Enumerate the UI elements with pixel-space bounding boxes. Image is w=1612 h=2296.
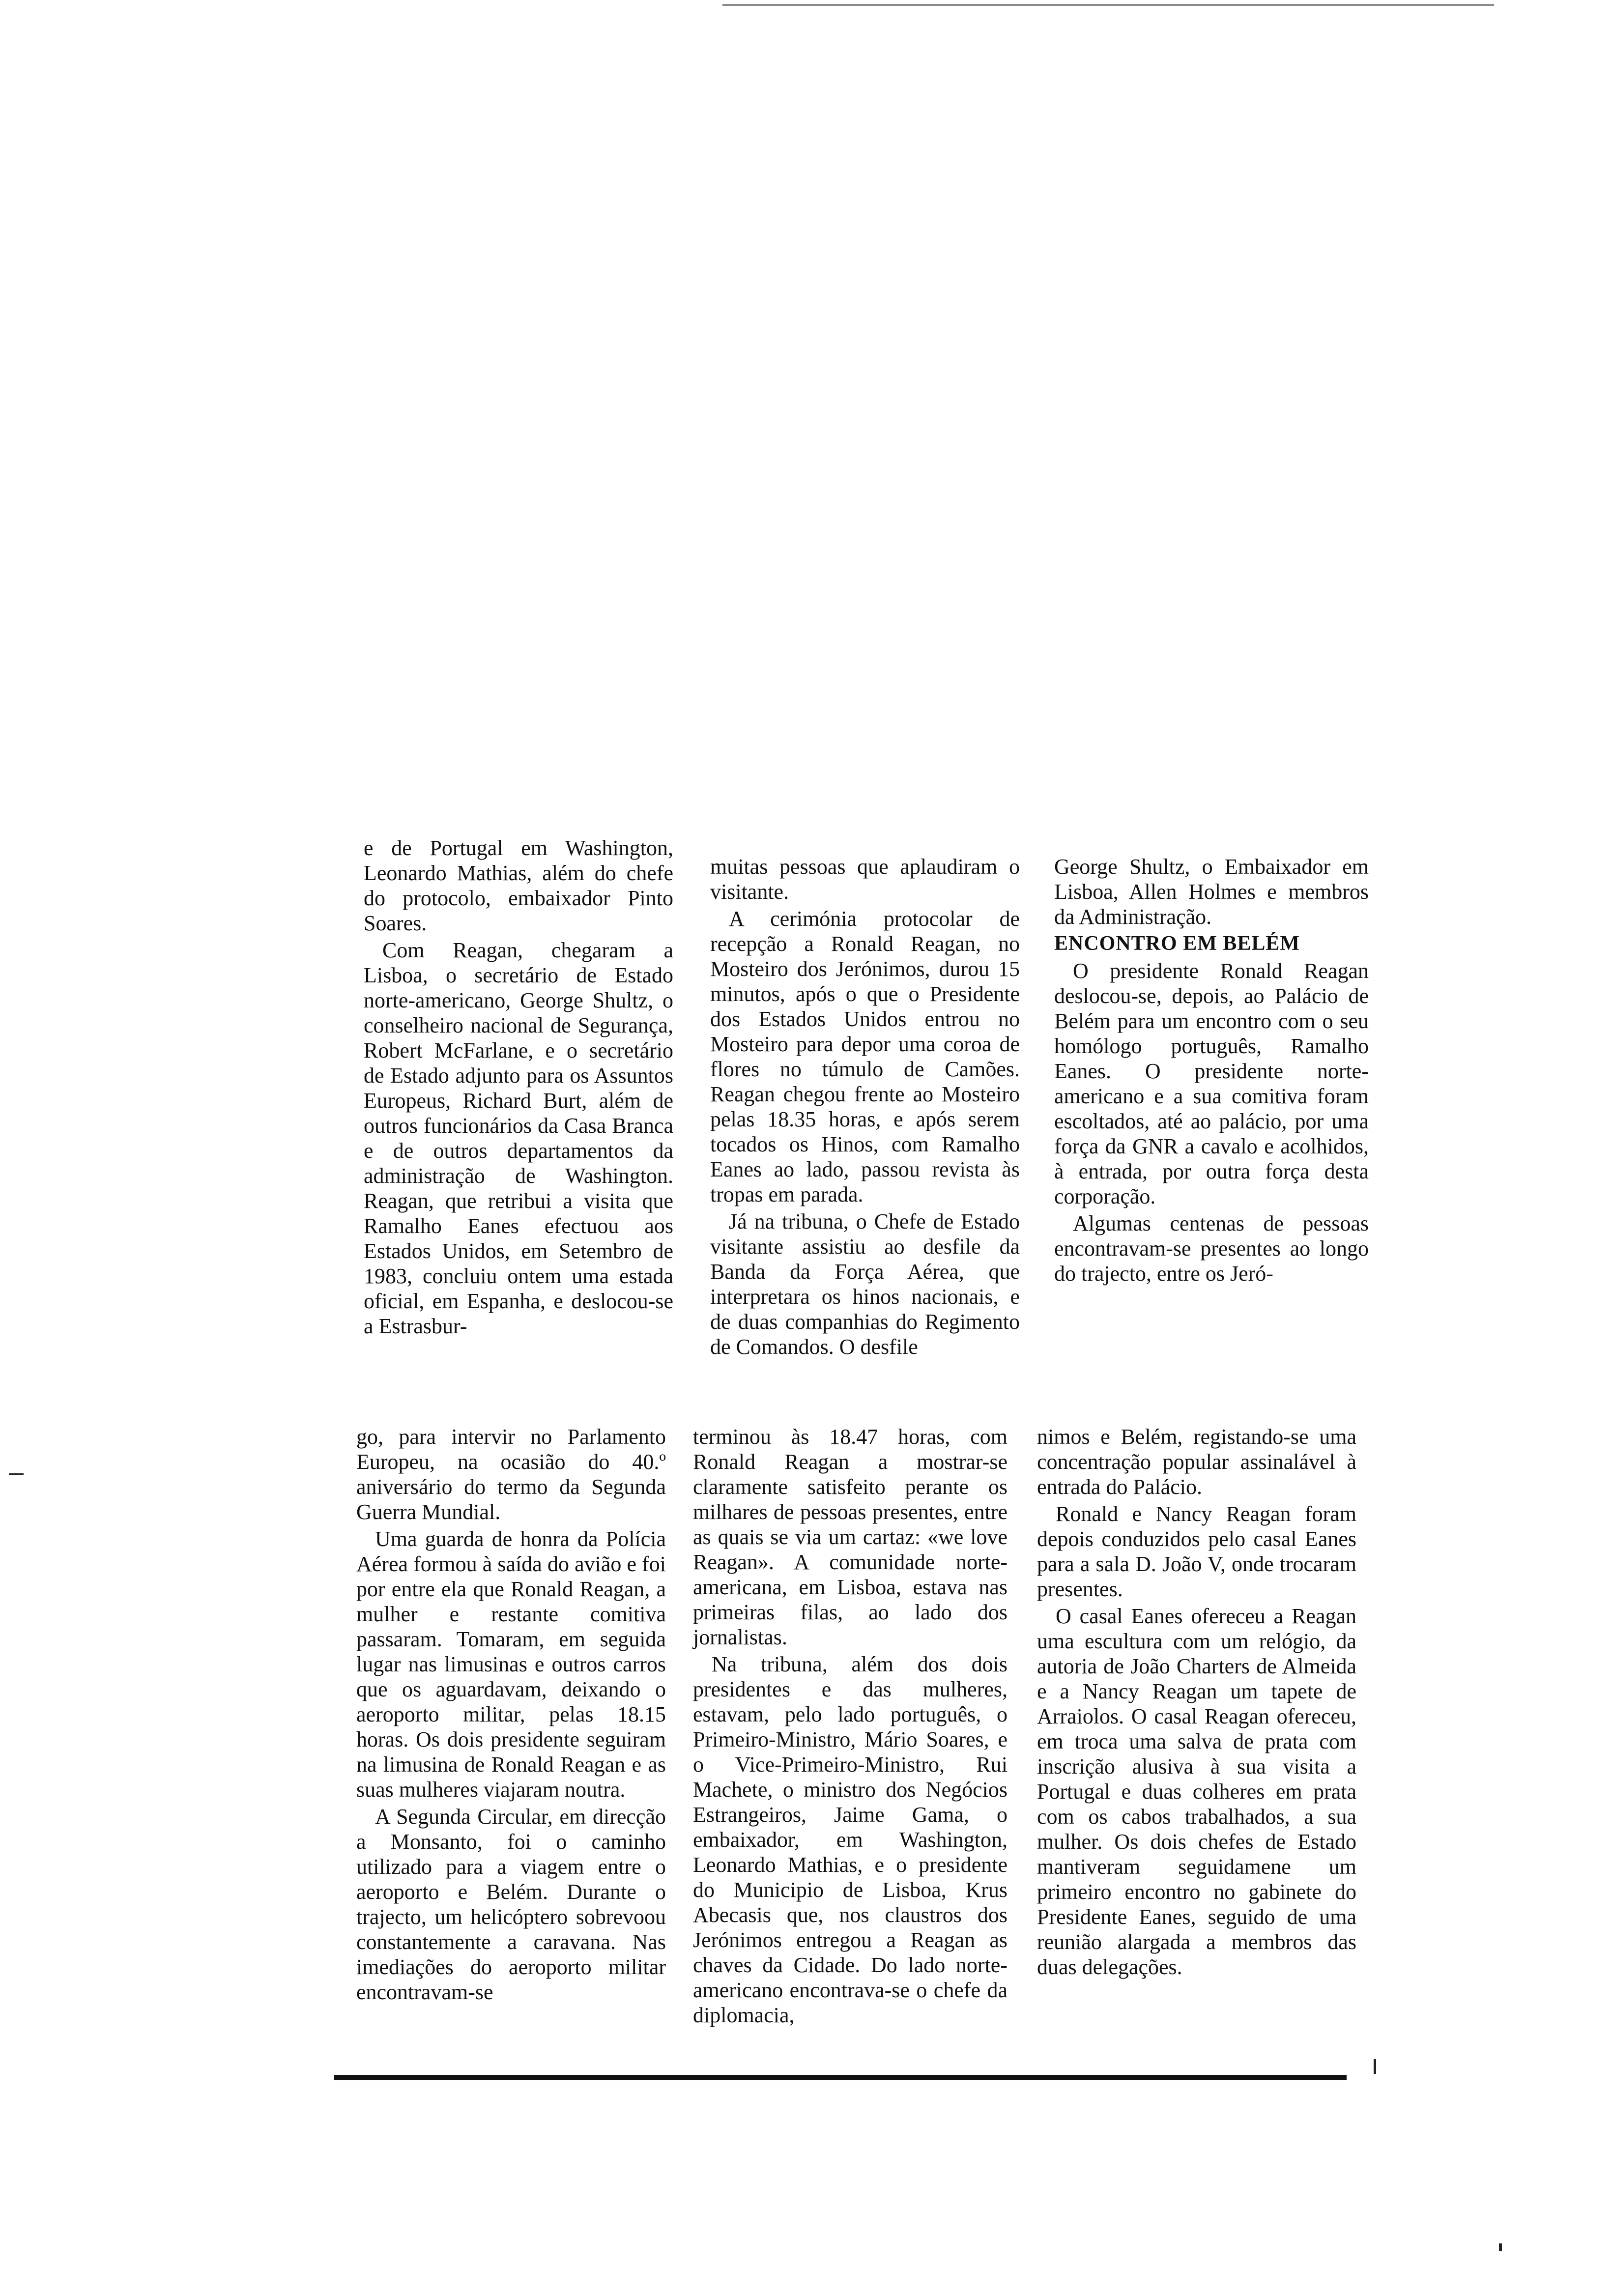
lower-column-1: [356, 1424, 666, 2005]
paragraph: Na tribuna, além dos dois presidentes e das mulheres, estavam, pelo lado português, o Primeiro-Ministro, Mário Soares, e o Vice-Primeiro-Ministro, Rui Machete, o ministro dos Negócios Estrangeiros, Jaime Gama, o embaixador, em Washington, Leonardo Mathias, e o presidente do Municipio de Lisboa, Krus Abecasis que, nos claustros dos Jerónimos entregou a Reagan as chaves da Cidade. Do lado norte-americano encontrava-se o chefe da diplomacia,: [693, 1652, 1008, 2027]
lower-column-2: [693, 1424, 1008, 2028]
upper-column-1: [364, 835, 673, 1339]
upper-column-2: [710, 854, 1020, 1359]
scan-speck: [9, 1473, 24, 1475]
top-border-line: [722, 4, 1494, 6]
scan-speck: [1374, 2059, 1376, 2074]
paragraph: nimos e Belém, registando-se uma concentração popular assinalável à entrada do Palácio.: [1037, 1425, 1356, 1499]
paragraph: O presidente Ronald Reagan deslocou-se, depois, ao Palácio de Belém para um encontro com o seu homólogo português, Ramalho Eanes. O presidente norte-americano e a sua comitiva foram escoltados, até ao palácio, por uma força da GNR a cavalo e acolhidos, à entrada, por outra força desta corporação.: [1054, 959, 1369, 1208]
paragraph: O casal Eanes ofereceu a Reagan uma escultura com um relógio, da autoria de João Charters de Almeida e a Nancy Reagan um tapete de Arraiolos. O casal Reagan ofereceu, em troca uma salva de prata com inscrição alusiva à sua visita a Portugal e duas colheres em prata com os cabos trabalhados, a sua mulher. Os dois chefes de Estado mantiveram seguidamene um primeiro encontro no gabinete do Presidente Eanes, seguido de uma reunião alargada a membros das duas delegações.: [1037, 1604, 1356, 1979]
paragraph: terminou às 18.47 horas, com Ronald Reagan a mostrar-se claramente satisfeito perante os milhares de pessoas presentes, entre as quais se via um cartaz: «we love Reagan». A comunidade norte-americana, em Lisboa, estava nas primeiras filas, ao lado dos jornalistas.: [693, 1425, 1008, 1649]
paragraph: e de Portugal em Washington, Leonardo Mathias, além do chefe do protocolo, embaixador Pinto Soares.: [364, 836, 673, 935]
paragraph: A Segunda Circular, em direcção a Monsanto, foi o caminho utilizado para a viagem entre o aeroporto e Belém. Durante o trajecto, um helicóptero sobrevoou constantemente a caravana. Nas imediações do aeroporto militar encontravam-se: [356, 1805, 666, 2004]
lower-column-3: [1037, 1424, 1356, 1980]
paragraph: Com Reagan, chegaram a Lisboa, o secretário de Estado norte-americano, George Shultz, o conselheiro nacional de Segurança, Robert McFarlane, e o secretário de Estado adjunto para os Assuntos Europeus, Richard Burt, além de outros funcionários da Casa Branca e de outros departamentos da administração de Washington. Reagan, que retribui a visita que Ramalho Eanes efectuou aos Estados Unidos, em Setembro de 1983, concluiu ontem uma estada oficial, em Espanha, e deslocou-se a Estrasbur-: [364, 938, 673, 1338]
paragraph: Uma guarda de honra da Polícia Aérea formou à saída do avião e foi por entre ela que Ronald Reagan, a mulher e restante comitiva passaram. Tomaram, em seguida lugar nas limusinas e outros carros que os aguardavam, deixando o aeroporto militar, pelas 18.15 horas. Os dois presidente seguiram na limusina de Ronald Reagan e as suas mulheres viajaram noutra.: [356, 1527, 666, 1802]
scan-speck: [1499, 2243, 1502, 2251]
section-heading: ENCONTRO EM BELÉM: [1054, 932, 1300, 955]
paragraph: Ronald e Nancy Reagan foram depois conduzidos pelo casal Eanes para a sala D. João V, onde trocaram presentes.: [1037, 1502, 1356, 1601]
paragraph: Algumas centenas de pessoas encontravam-se presentes ao longo do trajecto, entre os Jeró-: [1054, 1211, 1369, 1286]
paragraph: George Shultz, o Embaixador em Lisboa, Allen Holmes e membros da Administração.: [1054, 855, 1369, 929]
paragraph: go, para intervir no Parlamento Europeu, na ocasião do 40.º aniversário do termo da Segunda Guerra Mundial.: [356, 1425, 666, 1524]
paragraph: muitas pessoas que aplaudiram o visitante.: [710, 855, 1020, 904]
upper-column-3: [1054, 854, 1369, 1286]
paragraph: A cerimónia protocolar de recepção a Ronald Reagan, no Mosteiro dos Jerónimos, durou 15 minutos, após o que o Presidente dos Estados Unidos entrou no Mosteiro para depor uma coroa de flores no túmulo de Camões. Reagan chegou frente ao Mosteiro pelas 18.35 horas, e após serem tocados os Hinos, com Ramalho Eanes ao lado, passou revista às tropas em parada.: [710, 907, 1020, 1206]
bottom-border-line: [334, 2075, 1347, 2080]
paragraph: Já na tribuna, o Chefe de Estado visitante assistiu ao desfile da Banda da Força Aérea, que interpretara os hinos nacionais, e de duas companhias do Regimento de Comandos. O desfile: [710, 1209, 1020, 1359]
